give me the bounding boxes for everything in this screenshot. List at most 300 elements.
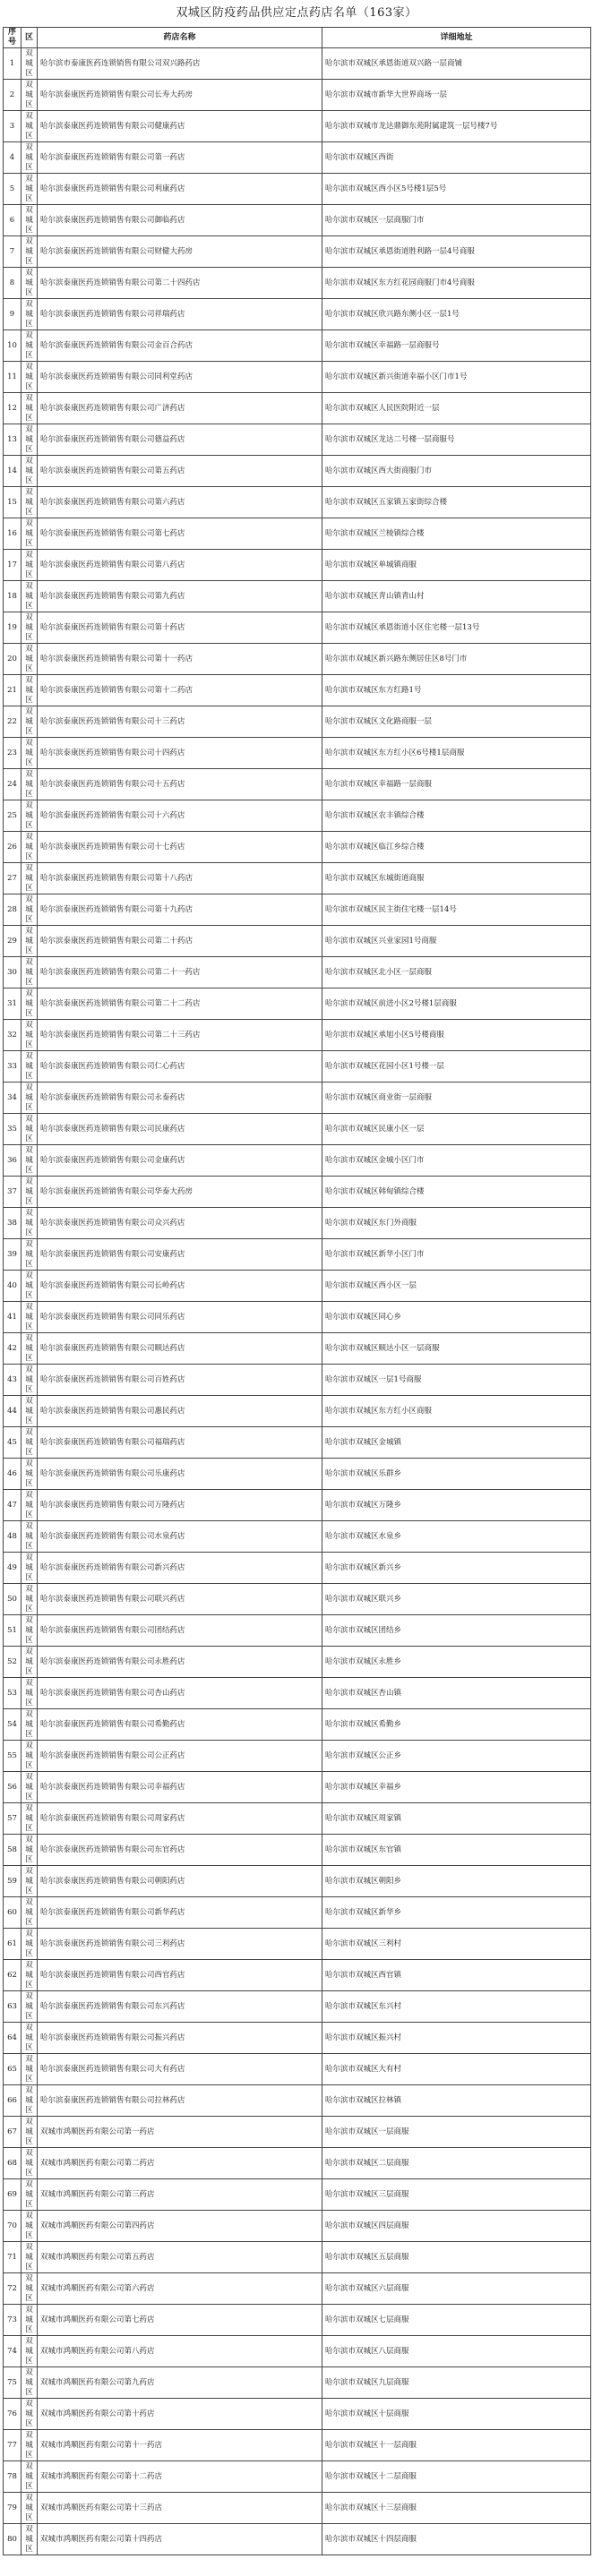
row-address: 哈尔滨市双城区周家镇	[322, 1803, 591, 1835]
row-district: 双城区	[21, 926, 38, 957]
row-index: 63	[4, 1991, 21, 2023]
row-pharmacy-name: 哈尔滨泰康医药连锁销售有限公司顺达药店	[38, 1333, 322, 1365]
row-address: 哈尔滨市双城区商业街一层商服	[322, 1083, 591, 1114]
row-pharmacy-name: 哈尔滨泰康医药连锁销售有限公司振兴药店	[38, 2023, 322, 2054]
table-row	[4, 1271, 591, 1302]
row-address: 哈尔滨市双城区新兴乡	[322, 1553, 591, 1584]
row-district: 双城区	[21, 988, 38, 1020]
row-pharmacy-name: 哈尔滨泰康医药连锁销售有限公司拉林药店	[38, 2085, 322, 2117]
row-address: 哈尔滨市双城区六层商服	[322, 2273, 591, 2305]
row-pharmacy-name: 哈尔滨泰康医药连锁销售有限公司第十九药店	[38, 894, 322, 926]
row-index: 79	[4, 2493, 21, 2524]
row-pharmacy-name: 哈尔滨泰康医药连锁销售有限公司东兴药店	[38, 1991, 322, 2023]
table-row	[4, 424, 591, 456]
table-row	[4, 800, 591, 832]
row-district: 双城区	[21, 456, 38, 487]
row-pharmacy-name: 双城市鸿顺医药有限公司第十药店	[38, 2399, 322, 2430]
row-address: 哈尔滨市双城区永胜乡	[322, 1647, 591, 1678]
row-pharmacy-name: 哈尔滨泰康医药连锁销售有限公司福瑞药店	[38, 1427, 322, 1459]
row-index: 31	[4, 988, 21, 1020]
row-district: 双城区	[21, 2273, 38, 2305]
row-district: 双城区	[21, 2179, 38, 2211]
table-row	[4, 926, 591, 957]
row-district: 双城区	[21, 550, 38, 581]
row-district: 双城区	[21, 581, 38, 612]
row-pharmacy-name: 双城市鸿顺医药有限公司第八药店	[38, 2336, 322, 2367]
row-pharmacy-name: 哈尔滨泰康医药连锁销售有限公司长岭药店	[38, 1271, 322, 1302]
row-pharmacy-name: 哈尔滨泰康医药连锁销售有限公司万隆药店	[38, 1490, 322, 1521]
row-index: 37	[4, 1177, 21, 1208]
row-pharmacy-name: 哈尔滨泰康医药连锁销售有限公司第二十四药店	[38, 268, 322, 299]
table-row	[4, 1083, 591, 1114]
table-row	[4, 1521, 591, 1553]
row-district: 双城区	[21, 2148, 38, 2179]
row-district: 双城区	[21, 1114, 38, 1145]
row-index: 62	[4, 1960, 21, 1991]
table-row	[4, 174, 591, 205]
table-row	[4, 1772, 591, 1803]
row-index: 64	[4, 2023, 21, 2054]
table-row	[4, 1991, 591, 2023]
row-district: 双城区	[21, 299, 38, 330]
row-pharmacy-name: 哈尔滨泰康医药连锁销售有限公司祥瑞药店	[38, 299, 322, 330]
row-address: 哈尔滨市双城区金城小区门市	[322, 1145, 591, 1177]
row-pharmacy-name: 哈尔滨泰康医药连锁销售有限公司乐康药店	[38, 1459, 322, 1490]
table-row	[4, 1866, 591, 1897]
row-district: 双城区	[21, 2336, 38, 2367]
row-district: 双城区	[21, 1521, 38, 1553]
row-index: 40	[4, 1271, 21, 1302]
row-address: 哈尔滨市双城区十四层商服	[322, 2524, 591, 2555]
table-row	[4, 706, 591, 738]
row-pharmacy-name: 哈尔滨泰康医药连锁销售有限公司金百合药店	[38, 330, 322, 362]
table-row	[4, 1803, 591, 1835]
row-address: 哈尔滨市双城区西大街商服门市	[322, 456, 591, 487]
row-district: 双城区	[21, 738, 38, 769]
row-index: 6	[4, 205, 21, 236]
row-index: 53	[4, 1678, 21, 1709]
row-pharmacy-name: 哈尔滨泰康医药连锁销售有限公司希勤药店	[38, 1709, 322, 1741]
table-row	[4, 2148, 591, 2179]
row-pharmacy-name: 哈尔滨泰康医药连锁销售有限公司十五药店	[38, 769, 322, 800]
row-pharmacy-name: 哈尔滨泰康医药连锁销售有限公司联兴药店	[38, 1584, 322, 1615]
row-district: 双城区	[21, 1271, 38, 1302]
row-address: 哈尔滨市双城区新华乡	[322, 1897, 591, 1929]
row-district: 双城区	[21, 2305, 38, 2336]
row-district: 双城区	[21, 236, 38, 268]
table-row	[4, 2430, 591, 2461]
row-address: 哈尔滨市双城区东城街道商服	[322, 863, 591, 894]
table-row	[4, 2179, 591, 2211]
row-pharmacy-name: 哈尔滨泰康医药连锁销售有限公司众兴药店	[38, 1208, 322, 1239]
table-row	[4, 2493, 591, 2524]
row-index: 34	[4, 1083, 21, 1114]
row-address: 哈尔滨市双城区五层商服	[322, 2242, 591, 2273]
row-index: 50	[4, 1584, 21, 1615]
table-row	[4, 1678, 591, 1709]
table-row	[4, 1741, 591, 1772]
row-index: 77	[4, 2430, 21, 2461]
row-address: 哈尔滨市双城区西小区一层	[322, 1271, 591, 1302]
table-row	[4, 1239, 591, 1271]
row-pharmacy-name: 哈尔滨泰康医药连锁销售有限公司第二十一药店	[38, 957, 322, 988]
row-district: 双城区	[21, 174, 38, 205]
row-pharmacy-name: 哈尔滨泰康医药连锁销售有限公司第八药店	[38, 550, 322, 581]
row-address: 哈尔滨市双城区东方红小区商服	[322, 1396, 591, 1427]
row-index: 26	[4, 832, 21, 863]
row-index: 27	[4, 863, 21, 894]
row-pharmacy-name: 哈尔滨泰康医药连锁销售有限公司朝阳药店	[38, 1866, 322, 1897]
row-index: 52	[4, 1647, 21, 1678]
row-index: 69	[4, 2179, 21, 2211]
row-pharmacy-name: 哈尔滨泰康医药连锁销售有限公司长寿大药房	[38, 80, 322, 111]
row-index: 47	[4, 1490, 21, 1521]
table-row	[4, 1647, 591, 1678]
row-index: 25	[4, 800, 21, 832]
row-index: 24	[4, 769, 21, 800]
row-address: 哈尔滨市双城区青山镇青山村	[322, 581, 591, 612]
row-address: 哈尔滨市双城区临江乡综合楼	[322, 832, 591, 863]
row-address: 哈尔滨市双城区东门外商服	[322, 1208, 591, 1239]
row-district: 双城区	[21, 268, 38, 299]
row-index: 2	[4, 80, 21, 111]
row-address: 哈尔滨市双城区新华小区门市	[322, 1239, 591, 1271]
table-row	[4, 2367, 591, 2399]
table-row	[4, 1459, 591, 1490]
row-district: 双城区	[21, 518, 38, 550]
table-row	[4, 2117, 591, 2148]
table-row	[4, 1490, 591, 1521]
row-district: 双城区	[21, 1490, 38, 1521]
row-index: 58	[4, 1835, 21, 1866]
row-district: 双城区	[21, 1741, 38, 1772]
table-row	[4, 894, 591, 926]
row-index: 60	[4, 1897, 21, 1929]
table-row	[4, 268, 591, 299]
row-index: 28	[4, 894, 21, 926]
row-pharmacy-name: 哈尔滨泰康医药连锁销售有限公司十七药店	[38, 832, 322, 863]
row-pharmacy-name: 哈尔滨泰康医药连锁销售有限公司水泉药店	[38, 1521, 322, 1553]
table-row	[4, 988, 591, 1020]
row-district: 双城区	[21, 1678, 38, 1709]
row-district: 双城区	[21, 2399, 38, 2430]
row-district: 双城区	[21, 1991, 38, 2023]
row-pharmacy-name: 双城市鸿顺医药有限公司第十一药店	[38, 2430, 322, 2461]
table-row	[4, 644, 591, 675]
row-address: 哈尔滨市双城区乐群乡	[322, 1459, 591, 1490]
row-address: 哈尔滨市双城市新华大世界商场一层	[322, 80, 591, 111]
row-pharmacy-name: 哈尔滨泰康医药连锁销售有限公司东官药店	[38, 1835, 322, 1866]
row-address: 哈尔滨市双城区承旭小区5号楼商服	[322, 1020, 591, 1051]
row-pharmacy-name: 哈尔滨泰康医药连锁销售有限公司民康药店	[38, 1114, 322, 1145]
row-pharmacy-name: 哈尔滨泰康医药连锁销售有限公司第一药店	[38, 142, 322, 174]
header-index: 序号	[4, 28, 21, 48]
row-index: 70	[4, 2211, 21, 2242]
row-index: 78	[4, 2461, 21, 2493]
table-row	[4, 2524, 591, 2555]
row-pharmacy-name: 哈尔滨泰康医药连锁销售有限公司第十药店	[38, 612, 322, 644]
row-address: 哈尔滨市双城区西小区5号楼1层5号	[322, 174, 591, 205]
row-index: 9	[4, 299, 21, 330]
row-pharmacy-name: 哈尔滨泰康医药连锁销售有限公司第十八药店	[38, 863, 322, 894]
table-row	[4, 1114, 591, 1145]
row-district: 双城区	[21, 1960, 38, 1991]
row-pharmacy-name: 哈尔滨泰康医药连锁销售有限公司仁心药店	[38, 1051, 322, 1083]
row-index: 17	[4, 550, 21, 581]
table-row	[4, 236, 591, 268]
row-pharmacy-name: 哈尔滨泰康医药连锁销售有限公司十四药店	[38, 738, 322, 769]
row-pharmacy-name: 双城市鸿顺医药有限公司第七药店	[38, 2305, 322, 2336]
row-district: 双城区	[21, 1647, 38, 1678]
row-index: 12	[4, 393, 21, 424]
row-district: 双城区	[21, 205, 38, 236]
row-pharmacy-name: 双城市鸿顺医药有限公司第三药店	[38, 2179, 322, 2211]
row-pharmacy-name: 双城市鸿顺医药有限公司第十四药店	[38, 2524, 322, 2555]
row-pharmacy-name: 哈尔滨泰康医药连锁销售有限公司永泰药店	[38, 1083, 322, 1114]
row-pharmacy-name: 哈尔滨泰康医药连锁销售有限公司十六药店	[38, 800, 322, 832]
row-district: 双城区	[21, 362, 38, 393]
row-district: 双城区	[21, 1051, 38, 1083]
row-pharmacy-name: 双城市鸿顺医药有限公司第五药店	[38, 2242, 322, 2273]
row-address: 哈尔滨市双城区希勤乡	[322, 1709, 591, 1741]
row-pharmacy-name: 哈尔滨泰康医药连锁销售有限公司百姓药店	[38, 1365, 322, 1396]
row-index: 19	[4, 612, 21, 644]
row-district: 双城区	[21, 769, 38, 800]
row-address: 哈尔滨市双城区东兴村	[322, 1991, 591, 2023]
row-district: 双城区	[21, 1302, 38, 1333]
row-index: 21	[4, 675, 21, 706]
row-address: 哈尔滨市双城区幸福路一层商服	[322, 769, 591, 800]
row-index: 42	[4, 1333, 21, 1365]
row-address: 哈尔滨市双城区团结乡	[322, 1615, 591, 1647]
table-row	[4, 550, 591, 581]
table-row	[4, 2054, 591, 2085]
row-index: 76	[4, 2399, 21, 2430]
row-address: 哈尔滨市双城区四层商服	[322, 2211, 591, 2242]
row-index: 56	[4, 1772, 21, 1803]
table-row	[4, 2273, 591, 2305]
row-address: 哈尔滨市双城区万隆乡	[322, 1490, 591, 1521]
row-district: 双城区	[21, 675, 38, 706]
table-row	[4, 2211, 591, 2242]
table-row	[4, 1396, 591, 1427]
row-district: 双城区	[21, 487, 38, 518]
row-pharmacy-name: 哈尔滨泰康医药连锁销售有限公司惠民药店	[38, 1396, 322, 1427]
row-pharmacy-name: 哈尔滨泰康医药连锁销售有限公司公正药店	[38, 1741, 322, 1772]
row-district: 双城区	[21, 393, 38, 424]
row-district: 双城区	[21, 1929, 38, 1960]
pharmacy-table	[3, 27, 591, 2555]
row-pharmacy-name: 哈尔滨泰康医药连锁销售有限公司团结药店	[38, 1615, 322, 1647]
row-address: 哈尔滨市双城区一层商服	[322, 2117, 591, 2148]
row-address: 哈尔滨市双城区顺达小区一层商服	[322, 1333, 591, 1365]
table-row	[4, 1365, 591, 1396]
row-index: 51	[4, 1615, 21, 1647]
row-pharmacy-name: 哈尔滨泰康医药连锁销售有限公司安康药店	[38, 1239, 322, 1271]
row-address: 哈尔滨市双城区兰棱镇综合楼	[322, 518, 591, 550]
row-pharmacy-name: 哈尔滨泰康医药连锁销售有限公司同利堂药店	[38, 362, 322, 393]
row-district: 双城区	[21, 800, 38, 832]
row-address: 哈尔滨市双城区三层商服	[322, 2179, 591, 2211]
row-address: 哈尔滨市双城区幸福路一层商服号	[322, 330, 591, 362]
table-header-row	[4, 28, 591, 48]
row-pharmacy-name: 双城市鸿顺医药有限公司第二药店	[38, 2148, 322, 2179]
table-row	[4, 1709, 591, 1741]
row-district: 双城区	[21, 111, 38, 142]
row-pharmacy-name: 双城市鸿顺医药有限公司第九药店	[38, 2367, 322, 2399]
table-row	[4, 2085, 591, 2117]
row-district: 双城区	[21, 832, 38, 863]
row-pharmacy-name: 双城市鸿顺医药有限公司第六药店	[38, 2273, 322, 2305]
row-index: 65	[4, 2054, 21, 2085]
row-district: 双城区	[21, 2054, 38, 2085]
row-district: 双城区	[21, 863, 38, 894]
row-index: 5	[4, 174, 21, 205]
row-index: 74	[4, 2336, 21, 2367]
table-row	[4, 1145, 591, 1177]
row-address: 哈尔滨市双城区欣兴路东侧小区一层1号	[322, 299, 591, 330]
row-district: 双城区	[21, 2461, 38, 2493]
row-index: 39	[4, 1239, 21, 1271]
row-index: 59	[4, 1866, 21, 1897]
row-pharmacy-name: 哈尔滨泰康医药连锁销售有限公司新兴药店	[38, 1553, 322, 1584]
table-row	[4, 2023, 591, 2054]
table-row	[4, 1960, 591, 1991]
table-row	[4, 330, 591, 362]
row-index: 13	[4, 424, 21, 456]
row-index: 72	[4, 2273, 21, 2305]
table-row	[4, 957, 591, 988]
row-address: 哈尔滨市双城区三利村	[322, 1929, 591, 1960]
row-pharmacy-name: 哈尔滨泰康医药连锁销售有限公司第五药店	[38, 456, 322, 487]
row-district: 双城区	[21, 2367, 38, 2399]
row-district: 双城区	[21, 1553, 38, 1584]
row-address: 哈尔滨市双城区二层商服	[322, 2148, 591, 2179]
table-row	[4, 1051, 591, 1083]
table-row	[4, 142, 591, 174]
row-district: 双城区	[21, 1835, 38, 1866]
row-district: 双城区	[21, 1083, 38, 1114]
document-title: 双城区防疫药品供应定点药店名单（163家）	[176, 6, 417, 20]
row-district: 双城区	[21, 1897, 38, 1929]
row-index: 35	[4, 1114, 21, 1145]
row-district: 双城区	[21, 1333, 38, 1365]
row-address: 哈尔滨市双城区水泉乡	[322, 1521, 591, 1553]
row-pharmacy-name: 哈尔滨泰康医药连锁销售有限公司第十二药店	[38, 675, 322, 706]
row-address: 哈尔滨市双城区西官镇	[322, 1960, 591, 1991]
row-address: 哈尔滨市双城区拉林镇	[322, 2085, 591, 2117]
row-pharmacy-name: 双城市鸿顺医药有限公司第十二药店	[38, 2461, 322, 2493]
row-index: 22	[4, 706, 21, 738]
row-address: 哈尔滨市双城区东方红路1号	[322, 675, 591, 706]
row-index: 32	[4, 1020, 21, 1051]
row-pharmacy-name: 哈尔滨泰康医药连锁销售有限公司德益药店	[38, 424, 322, 456]
row-index: 75	[4, 2367, 21, 2399]
row-pharmacy-name: 哈尔滨泰康医药连锁销售有限公司新华药店	[38, 1897, 322, 1929]
table-row	[4, 2242, 591, 2273]
table-row	[4, 518, 591, 550]
row-address: 哈尔滨市双城区韩甸镇综合楼	[322, 1177, 591, 1208]
row-pharmacy-name: 哈尔滨泰康医药连锁销售有限公司财健大药房	[38, 236, 322, 268]
row-address: 哈尔滨市双城区一层1号商服	[322, 1365, 591, 1396]
table-row	[4, 2399, 591, 2430]
row-pharmacy-name: 哈尔滨泰康医药连锁销售有限公司永胜药店	[38, 1647, 322, 1678]
row-index: 54	[4, 1709, 21, 1741]
row-index: 80	[4, 2524, 21, 2555]
row-address: 哈尔滨市双城区文化路商服一层	[322, 706, 591, 738]
row-index: 20	[4, 644, 21, 675]
row-index: 33	[4, 1051, 21, 1083]
row-pharmacy-name: 哈尔滨泰康医药连锁销售有限公司大有药店	[38, 2054, 322, 2085]
row-address: 哈尔滨市双城市龙达鼎御东苑附属建筑一层号楼7号	[322, 111, 591, 142]
row-pharmacy-name: 哈尔滨泰康医药连锁销售有限公司第七药店	[38, 518, 322, 550]
table-row	[4, 738, 591, 769]
row-district: 双城区	[21, 2211, 38, 2242]
row-district: 双城区	[21, 80, 38, 111]
table-row	[4, 456, 591, 487]
row-index: 10	[4, 330, 21, 362]
row-index: 30	[4, 957, 21, 988]
row-district: 双城区	[21, 1427, 38, 1459]
row-index: 61	[4, 1929, 21, 1960]
row-index: 8	[4, 268, 21, 299]
table-row	[4, 1208, 591, 1239]
table-row	[4, 299, 591, 330]
row-address: 哈尔滨市双城区东方红小区6号楼1层商服	[322, 738, 591, 769]
row-index: 71	[4, 2242, 21, 2273]
row-address: 哈尔滨市双城区杏山镇	[322, 1678, 591, 1709]
row-address: 哈尔滨市双城区东方红花园商服门市4号商服	[322, 268, 591, 299]
row-district: 双城区	[21, 1145, 38, 1177]
row-address: 哈尔滨市双城区承恩街道胜利路一层4号商服	[322, 236, 591, 268]
row-address: 哈尔滨市双城区前进小区2号楼1层商服	[322, 988, 591, 1020]
table-row	[4, 675, 591, 706]
row-index: 73	[4, 2305, 21, 2336]
table-row	[4, 1929, 591, 1960]
table-row	[4, 205, 591, 236]
table-row	[4, 1427, 591, 1459]
row-district: 双城区	[21, 2117, 38, 2148]
row-district: 双城区	[21, 1396, 38, 1427]
table-row	[4, 1615, 591, 1647]
row-address: 哈尔滨市双城区金城镇	[322, 1427, 591, 1459]
row-address: 哈尔滨市双城区农丰镇综合楼	[322, 800, 591, 832]
row-address: 哈尔滨市双城区七层商服	[322, 2305, 591, 2336]
table-row	[4, 1584, 591, 1615]
row-district: 双城区	[21, 2242, 38, 2273]
table-row	[4, 863, 591, 894]
row-index: 14	[4, 456, 21, 487]
row-pharmacy-name: 哈尔滨泰康医药连锁销售有限公司第二十二药店	[38, 988, 322, 1020]
row-district: 双城区	[21, 2430, 38, 2461]
row-pharmacy-name: 哈尔滨泰康医药连锁销售有限公司三利药店	[38, 1929, 322, 1960]
row-index: 7	[4, 236, 21, 268]
row-district: 双城区	[21, 1584, 38, 1615]
row-index: 48	[4, 1521, 21, 1553]
row-address: 哈尔滨市双城区单城镇商服	[322, 550, 591, 581]
row-index: 49	[4, 1553, 21, 1584]
row-pharmacy-name: 哈尔滨市泰康医药连锁销售有限公司双兴路药店	[38, 48, 322, 80]
row-district: 双城区	[21, 612, 38, 644]
row-index: 44	[4, 1396, 21, 1427]
row-district: 双城区	[21, 2085, 38, 2117]
row-district: 双城区	[21, 957, 38, 988]
row-index: 36	[4, 1145, 21, 1177]
row-index: 29	[4, 926, 21, 957]
row-district: 双城区	[21, 1772, 38, 1803]
row-index: 38	[4, 1208, 21, 1239]
table-row	[4, 581, 591, 612]
